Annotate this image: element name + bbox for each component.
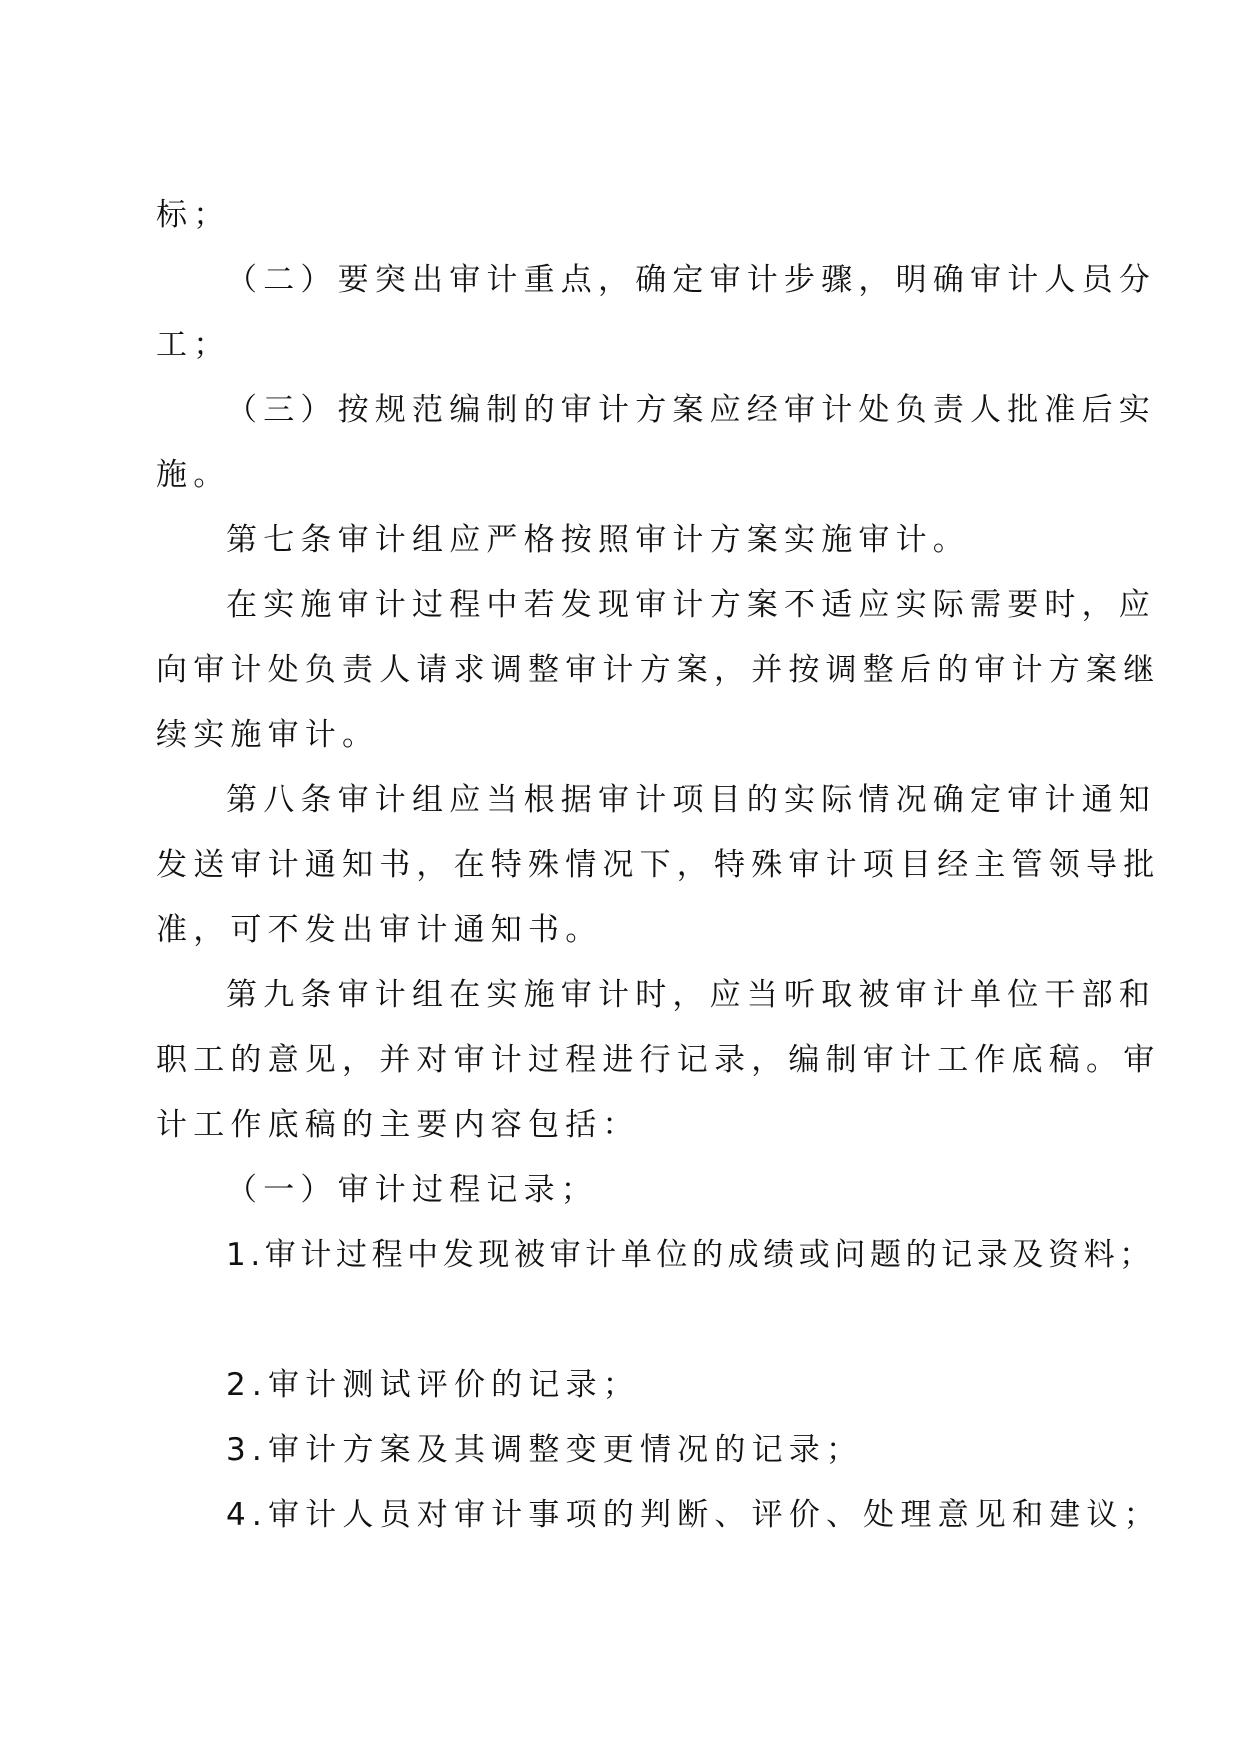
- numbered-item-2: 2.审计测试评价的记录；: [226, 1367, 640, 1403]
- article-nine: 第九条审计组在实施审计时，应当听取被审计单位干部和: [226, 977, 1156, 1013]
- numbered-item-4: 4.审计人员对审计事项的判断、评价、处理意见和建议；: [226, 1497, 1161, 1533]
- text-line: 施。: [156, 457, 231, 493]
- text-line: 工；: [156, 327, 231, 363]
- paragraph-line: 续实施审计。: [156, 717, 380, 753]
- list-item-three: （三）按规范编制的审计方案应经审计处负责人批准后实: [226, 392, 1156, 428]
- article-seven: 第七条审计组应严格按照审计方案实施审计。: [226, 522, 970, 558]
- paragraph-line: 在实施审计过程中若发现审计方案不适应实际需要时，应: [226, 587, 1156, 623]
- numbered-item-3: 3.审计方案及其调整变更情况的记录；: [226, 1432, 864, 1468]
- paragraph-line: 准，可不发出审计通知书。: [156, 912, 603, 948]
- article-eight: 第八条审计组应当根据审计项目的实际情况确定审计通知: [226, 782, 1156, 818]
- paragraph-line: 发送审计通知书，在特殊情况下，特殊审计项目经主管领导批: [156, 847, 1161, 883]
- paragraph-line: 计工作底稿的主要内容包括：: [156, 1107, 640, 1143]
- list-item-one: （一）审计过程记录；: [226, 1172, 598, 1208]
- paragraph-line: 职工的意见，并对审计过程进行记录，编制审计工作底稿。审: [156, 1042, 1161, 1078]
- paragraph-line: 向审计处负责人请求调整审计方案，并按调整后的审计方案继: [156, 652, 1161, 688]
- text-line: 标；: [156, 197, 231, 233]
- list-item-two: （二）要突出审计重点，确定审计步骤，明确审计人员分: [226, 262, 1156, 298]
- numbered-item-1: 1.审计过程中发现被审计单位的成绩或问题的记录及资料；: [226, 1237, 1155, 1273]
